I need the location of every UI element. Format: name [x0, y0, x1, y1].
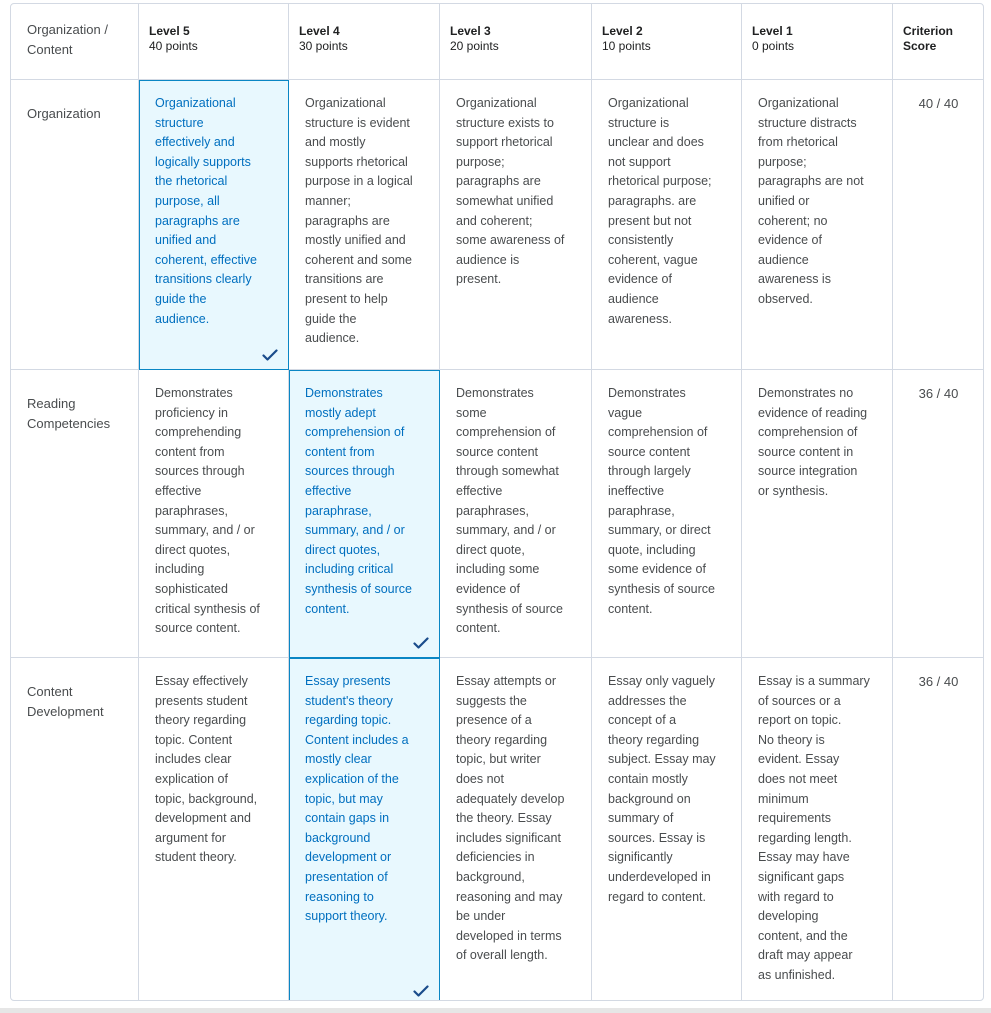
level-description: Demonstrates mostly adept comprehension of content from sources through effective paraphrase, summary, and / or direct quotes, including critical synthesis of source content.: [305, 386, 412, 616]
criterion-score: 40 / 40: [893, 80, 985, 370]
rubric-cell-level-2[interactable]: [592, 370, 742, 658]
level-name: Level 1: [752, 24, 793, 38]
level-name: Level 3: [450, 24, 491, 38]
level-name: Level 4: [299, 24, 340, 38]
checkmark-icon: [413, 985, 429, 997]
level-description: Organizational structure distracts from rhetorical purpose; paragraphs are not unified or coherent; no evidence of audience awareness is observed.: [758, 96, 864, 306]
checkmark-icon: [413, 637, 429, 649]
criterion-row-organization: [11, 80, 985, 370]
criterion-name: Content Development: [11, 658, 139, 1002]
level-header-3: [440, 4, 592, 80]
level-points: 30 points: [299, 39, 348, 53]
level-header-4: [289, 4, 440, 80]
level-description: Demonstrates no evidence of reading comprehension of source content in source integration or synthesis.: [758, 386, 868, 498]
level-header-5: [139, 4, 289, 80]
horizontal-scrollbar[interactable]: [0, 1008, 991, 1013]
level-points: 0 points: [752, 39, 795, 53]
rubric-cell-level-4[interactable]: [289, 658, 440, 1002]
criterion-score-label: Criterion Score: [903, 24, 954, 53]
rubric-cell-level-3[interactable]: [440, 658, 592, 1002]
level-description: Essay effectively presents student theory regarding topic. Content includes clear explication of topic, background, development and argument for student theory.: [155, 674, 258, 865]
level-name: Level 5: [149, 24, 190, 38]
criterion-row-reading-competencies: [11, 370, 985, 658]
level-description: Demonstrates some comprehension of source content through somewhat effective paraphrases, summary, and / or direct quote, including some evidence of synthesis of source content.: [456, 386, 563, 636]
rubric-cell-level-5[interactable]: [139, 80, 289, 370]
level-description: Organizational structure is unclear and does not support rhetorical purpose; paragraphs. are present but not consistently coherent, vague evidence of audience awareness.: [608, 96, 712, 326]
level-description: Essay is a summary of sources or a report on topic. No theory is evident. Essay does not meet minimum requirements regarding length. Essay may have significant gaps with regard to developing content, and the draft may appear as unfinished.: [758, 674, 870, 982]
level-description: Essay attempts or suggests the presence of a theory regarding topic, but writer does not adequately develop the theory. Essay includes significant deficiencies in background, reasoning and may be under developed in terms of overall length.: [456, 674, 565, 963]
criterion-score-header: [893, 4, 985, 80]
criterion-score: 36 / 40: [893, 370, 985, 658]
level-header-2: [592, 4, 742, 80]
level-description: Organizational structure exists to support rhetorical purpose; paragraphs are somewhat unified and coherent; some awareness of audience is present.: [456, 96, 565, 287]
rubric-cell-level-2[interactable]: [592, 80, 742, 370]
criterion-row-content-development: [11, 658, 985, 1002]
checkmark-icon: [262, 349, 278, 361]
rubric-cell-level-4[interactable]: [289, 80, 440, 370]
criterion-column-header: [11, 4, 139, 80]
level-description: Organizational structure effectively and logically supports the rhetorical purpose, all paragraphs are unified and coherent, effective transitions clearly guide the audience.: [155, 96, 257, 326]
level-name: Level 2: [602, 24, 643, 38]
level-description: Organizational structure is evident and mostly supports rhetorical purpose in a logical manner; paragraphs are mostly unified and coherent and some transitions are present to help guide the audience.: [305, 96, 413, 346]
level-points: 40 points: [149, 39, 198, 53]
criterion-name: Reading Competencies: [11, 370, 139, 658]
level-description: Essay only vaguely addresses the concept of a theory regarding subject. Essay may contain mostly background on summary of sources. Essay is significantly underdeveloped in regard to content.: [608, 674, 716, 904]
rubric-cell-level-1[interactable]: [742, 658, 893, 1002]
rubric-table: [10, 3, 984, 1001]
rubric-cell-level-1[interactable]: [742, 370, 893, 658]
criterion-column-label: Organization / Content: [27, 22, 108, 57]
rubric-cell-level-4[interactable]: [289, 370, 440, 658]
level-points: 10 points: [602, 39, 651, 53]
rubric-cell-level-3[interactable]: [440, 370, 592, 658]
level-description: Demonstrates vague comprehension of source content through largely ineffective paraphrase, summary, or direct quote, including some evidence of synthesis of source content.: [608, 386, 715, 616]
rubric-cell-level-5[interactable]: [139, 370, 289, 658]
criterion-name: Organization: [11, 80, 139, 370]
criterion-score: 36 / 40: [893, 658, 985, 1002]
level-points: 20 points: [450, 39, 499, 53]
rubric-cell-level-3[interactable]: [440, 80, 592, 370]
rubric-cell-level-5[interactable]: [139, 658, 289, 1002]
rubric-cell-level-1[interactable]: [742, 80, 893, 370]
level-description: Demonstrates proficiency in comprehending content from sources through effective paraphrases, summary, and / or direct quotes, including sophisticated critical synthesis of source content.: [155, 386, 260, 636]
level-description: Essay presents student's theory regarding topic. Content includes a mostly clear explication of the topic, but may contain gaps in background development or presentation of reasoning to support theory.: [305, 674, 409, 924]
rubric-cell-level-2[interactable]: [592, 658, 742, 1002]
rubric-header-row: [11, 4, 985, 80]
level-header-1: [742, 4, 893, 80]
